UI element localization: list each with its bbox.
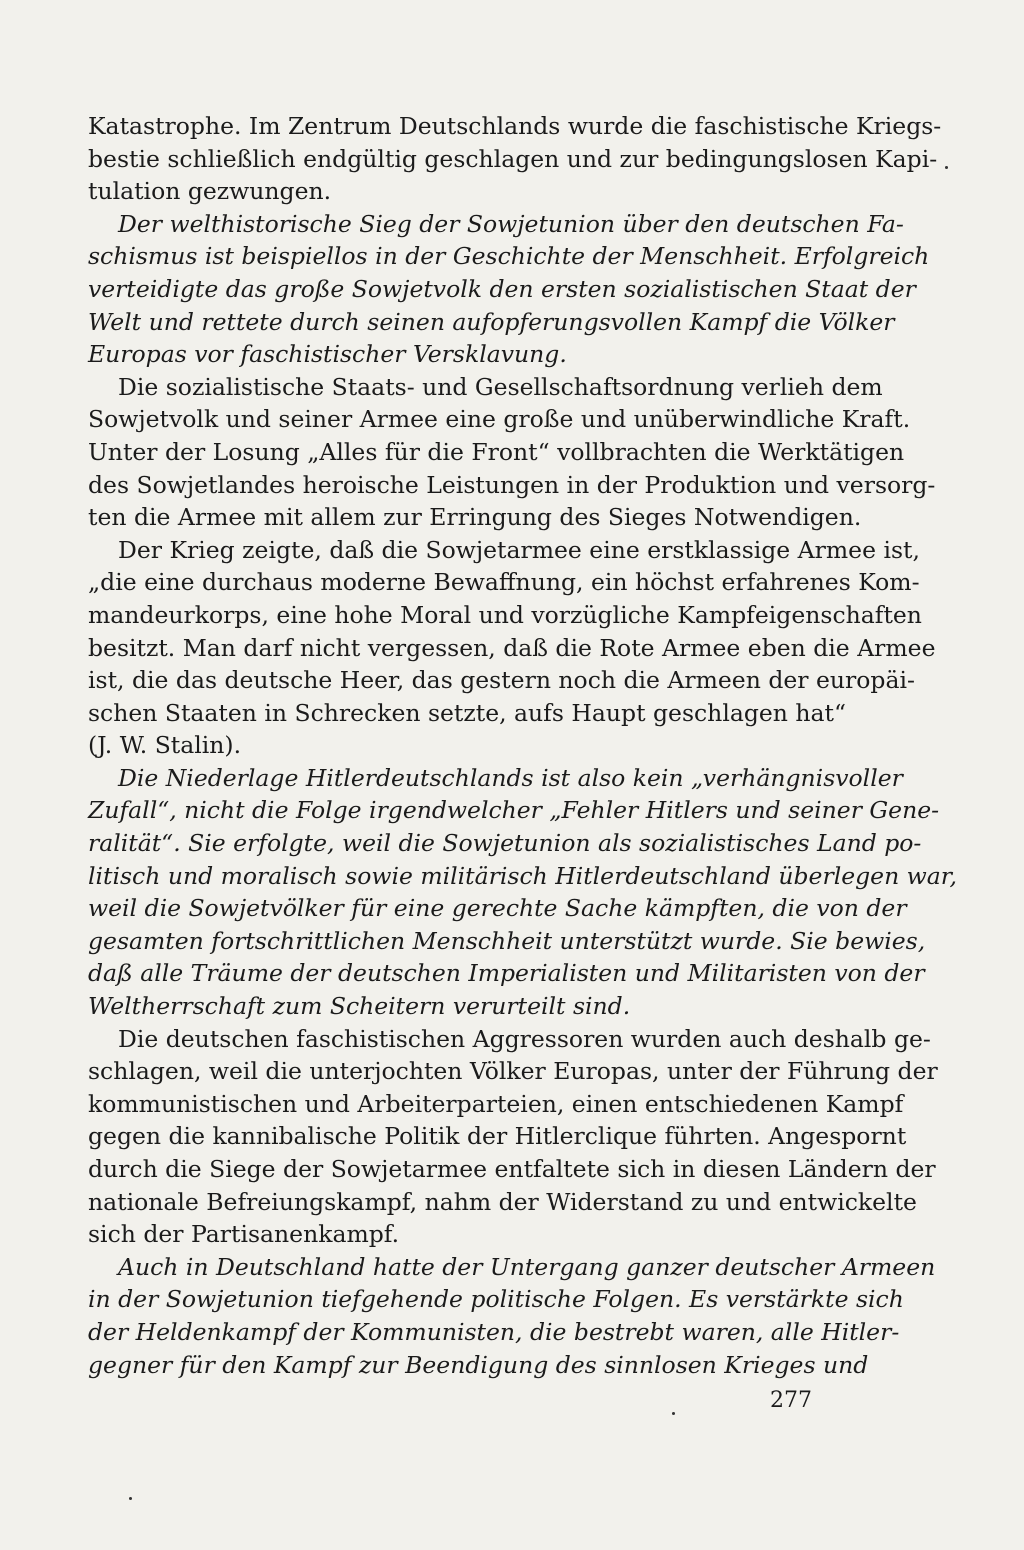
text-line: bestie schließlich endgültig geschlagen und zur bedingungslosen Kapi- — [88, 144, 938, 173]
text-line: Weltherrschaft zum Scheitern verurteilt sind. — [88, 992, 631, 1021]
scan-speck — [672, 1412, 675, 1415]
text-line: gegen die kannibalische Politik der Hitlerclique führten. Angespornt — [88, 1122, 907, 1151]
page-number: 277 — [770, 1388, 812, 1413]
text-line: Sowjetvolk und seiner Armee eine große und unüberwindliche Kraft. — [88, 405, 911, 434]
page-text — [88, 110, 957, 1381]
text-line: Katastrophe. Im Zentrum Deutschlands wurde die faschistische Kriegs- — [88, 112, 942, 140]
text-line: Welt und rettete durch seinen aufopferungsvollen Kampf die Völker — [88, 307, 895, 336]
text-line: litisch und moralisch sowie militärisch Hitlerdeutschland überlegen war, — [88, 861, 957, 890]
paragraph — [88, 110, 942, 208]
text-line: mandeurkorps, eine hohe Moral und vorzügliche Kampfeigenschaften — [88, 600, 922, 629]
text-line: ten die Armee mit allem zur Erringung des Sieges Notwendigen. — [88, 503, 862, 532]
text-line: (J. W. Stalin). — [88, 731, 242, 760]
text-line: besitzt. Man darf nicht vergessen, daß die Rote Armee eben die Armee — [88, 633, 936, 662]
paragraph — [88, 208, 930, 371]
text-line: schlagen, weil die unterjochten Völker Europas, unter der Führung der — [88, 1057, 938, 1086]
text-line: weil die Sowjetvölker für eine gerechte Sache kämpften, die von der — [88, 894, 907, 923]
text-line: schismus ist beispiellos in der Geschichte der Menschheit. Erfolgreich — [88, 242, 930, 271]
text-line: gesamten fortschrittlichen Menschheit unterstützt wurde. Sie bewies, — [88, 926, 926, 955]
scan-speck — [945, 166, 948, 169]
text-line: daß alle Träume der deutschen Imperialisten und Militaristen von der — [88, 959, 925, 988]
text-line: kommunistischen und Arbeiterparteien, einen entschiedenen Kampf — [88, 1089, 904, 1118]
text-line: Die sozialistische Staats- und Gesellschaftsordnung verlieh dem — [118, 372, 883, 401]
text-line: in der Sowjetunion tiefgehende politische Folgen. Es verstärkte sich — [88, 1285, 904, 1314]
text-line: Auch in Deutschland hatte der Untergang ganzer deutscher Armeen — [118, 1252, 936, 1281]
text-line: durch die Siege der Sowjetarmee entfaltete sich in diesen Ländern der — [88, 1155, 936, 1183]
text-line: Europas vor faschistischer Versklavung. — [88, 340, 567, 369]
text-line: Der welthistorische Sieg der Sowjetunion über den deutschen Fa- — [118, 209, 904, 238]
text-line: „die eine durchaus moderne Bewaffnung, ein höchst erfahrenes Kom- — [88, 568, 920, 597]
text-line: ralität“. Sie erfolgte, weil die Sowjetunion als sozialistisches Land po- — [88, 829, 922, 858]
text-line: Die deutschen faschistischen Aggressoren wurden auch deshalb ge- — [118, 1024, 931, 1053]
paragraph — [88, 534, 936, 762]
text-line: verteidigte das große Sowjetvolk den ersten sozialistischen Staat der — [88, 274, 916, 303]
text-line: sich der Partisanenkampf. — [88, 1220, 400, 1249]
paragraph — [88, 1251, 936, 1381]
text-line: gegner für den Kampf zur Beendigung des sinnlosen Krieges und — [88, 1350, 869, 1379]
scan-speck — [129, 1497, 132, 1500]
text-line: ist, die das deutsche Heer, das gestern noch die Armeen der europäi- — [88, 666, 915, 695]
text-line: schen Staaten in Schrecken setzte, aufs Haupt geschlagen hat“ — [88, 698, 847, 727]
paragraph — [88, 1023, 938, 1251]
paragraph — [88, 371, 936, 534]
text-line: nationale Befreiungskampf, nahm der Widerstand zu und entwickelte — [88, 1187, 917, 1216]
text-line: der Heldenkampf der Kommunisten, die bestrebt waren, alle Hitler- — [88, 1317, 900, 1346]
text-line: tulation gezwungen. — [88, 177, 332, 206]
text-line: des Sowjetlandes heroische Leistungen in der Produktion und versorg- — [88, 470, 936, 499]
text-line: Der Krieg zeigte, daß die Sowjetarmee eine erstklassige Armee ist, — [118, 535, 920, 564]
paragraph — [88, 762, 957, 1023]
text-line: Die Niederlage Hitlerdeutschlands ist also kein „verhängnisvoller — [118, 763, 903, 792]
text-line: Unter der Losung „Alles für die Front“ vollbrachten die Werktätigen — [88, 437, 905, 466]
text-line: Zufall“, nicht die Folge irgendwelcher „Fehler Hitlers und seiner Gene- — [88, 796, 940, 825]
